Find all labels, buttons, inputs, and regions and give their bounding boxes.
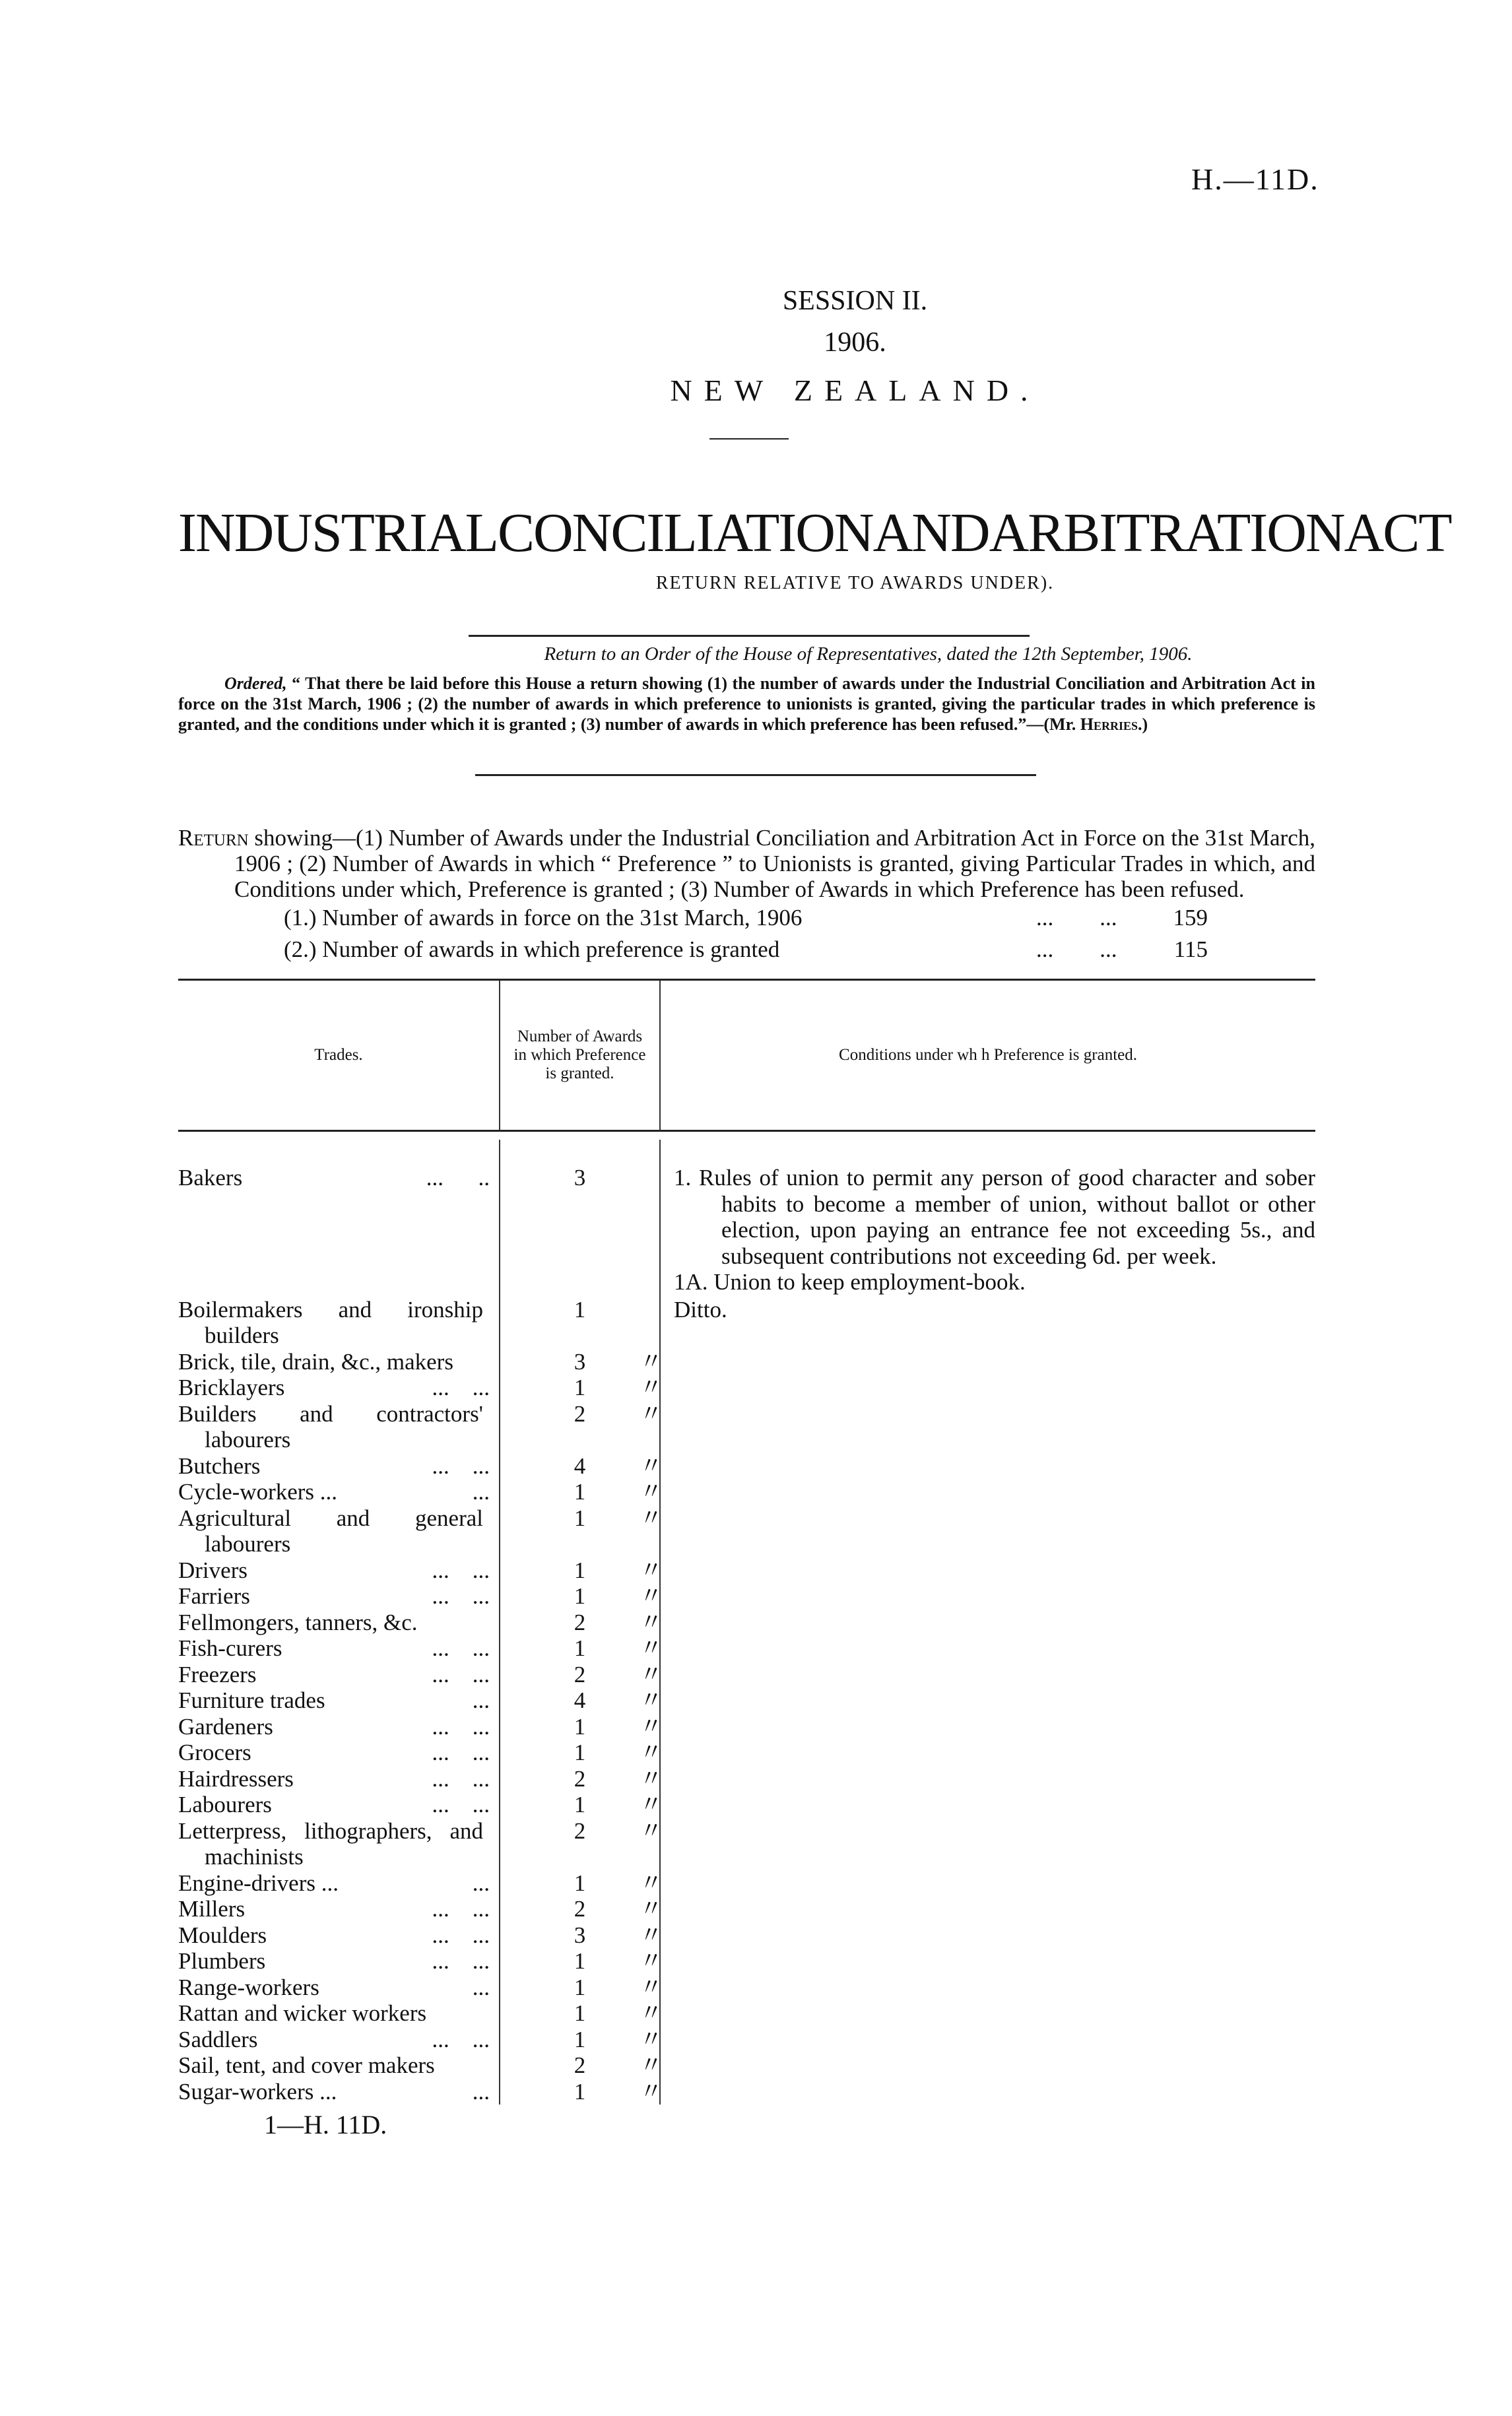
trade-cell (178, 1453, 499, 1480)
trade-leaders: ... ... (432, 1896, 490, 1922)
conditions-cell (640, 1948, 1315, 1975)
count-value: 115 (1173, 936, 1208, 962)
condition-text: 〃 (640, 1922, 663, 1948)
condition-text: 〃 (640, 1348, 663, 1375)
award-count: 2 (574, 1661, 586, 1687)
trade-cell (178, 1818, 499, 1870)
conditions-cell (640, 1453, 1315, 1480)
title-word: CONCILIATION (497, 502, 873, 564)
trade-cell (178, 1349, 499, 1375)
conditions-cell (640, 1505, 1315, 1557)
trade-leaders: ... ... (432, 1557, 490, 1583)
trade-name: Drivers (178, 1557, 247, 1583)
trade-leaders (483, 1610, 490, 1636)
table-row (178, 1818, 1315, 1870)
table-row (178, 2000, 1315, 2027)
award-count: 3 (574, 1165, 586, 1191)
condition-text: 〃 (640, 1505, 663, 1531)
trade-leaders: ... ... (432, 1375, 490, 1400)
trade-name: Freezers (178, 1661, 257, 1687)
title-word: ACT (1344, 502, 1451, 564)
table-row (178, 1401, 1315, 1453)
condition-text: 〃 (640, 1687, 663, 1713)
trade-cell (178, 1557, 499, 1584)
table-row (178, 1714, 1315, 1740)
trade-leaders: ... ... (432, 1713, 490, 1740)
ordered-paragraph (178, 673, 1315, 735)
count-value: 159 (1173, 905, 1208, 930)
conditions-cell (661, 1297, 1315, 1349)
table-row (178, 1792, 1315, 1818)
trade-name: Boilermakers and ironship builders (178, 1296, 483, 1348)
table-row (178, 1922, 1315, 1949)
title-word: ARBITRATION (989, 502, 1344, 564)
award-count: 1 (574, 1505, 586, 1531)
count-leaders: ... ... (1036, 905, 1117, 930)
trade-name: Hairdressers (178, 1765, 294, 1792)
condition-text: 〃 (640, 2026, 663, 2052)
awards-table (178, 979, 1315, 2105)
trade-leaders: ... ... (432, 1740, 490, 1765)
trade-leaders (483, 1505, 490, 1557)
conditions-cell (640, 1740, 1315, 1766)
trade-name: Engine-drivers ... (178, 1870, 339, 1896)
table-row (178, 2027, 1315, 2053)
conditions-cell (640, 1479, 1315, 1505)
condition-text: 〃 (640, 1792, 663, 1817)
conditions-cell (640, 1713, 1315, 1740)
return-order-line: Return to an Order of the House of Representatives, dated the 12th September, 1906. (544, 643, 1193, 665)
conditions-cell (640, 1765, 1315, 1792)
award-count: 3 (574, 1348, 586, 1375)
table-header (178, 979, 1315, 1132)
condition-text: 〃 (640, 2052, 663, 2078)
trade-cell (178, 1922, 499, 1949)
member-name: Herries.) (1080, 715, 1148, 734)
table-row (178, 1948, 1315, 1975)
trade-cell (178, 1792, 499, 1818)
award-count: 1 (574, 1479, 586, 1505)
condition-text: 〃 (640, 2078, 663, 2105)
trade-cell (178, 1635, 499, 1662)
condition-text: 〃 (640, 1740, 663, 1765)
table-row (178, 1740, 1315, 1766)
trade-name: Cycle-workers ... (178, 1479, 338, 1505)
trade-name: Gardeners (178, 1713, 273, 1740)
ordered-text: “ That there be laid before this House a return showing (1) the number of awards under the Industrial Conciliation and Arbitration Act in force on the 31st March, 1906 ; (2) the number of awards in which preference to unionists is granted, giving the particular trades in which preference is granted, and the conditions under which it is granted ; (3) number of awards in which preference has been refused.”—(Mr. (178, 674, 1315, 734)
award-count: 1 (574, 1948, 586, 1974)
page-signature: 1—H. 11D. (264, 2110, 387, 2139)
award-count: 1 (574, 1792, 586, 1817)
table-row (178, 1349, 1315, 1375)
table-row (178, 1635, 1315, 1662)
trade-name: Letterpress, lithographers, and machinists (178, 1817, 483, 1870)
trade-leaders (483, 2052, 490, 2079)
table-row (178, 1479, 1315, 1505)
condition-text: 〃 (640, 1974, 663, 2000)
trade-cell (178, 2000, 499, 2027)
trade-leaders: ... .. (426, 1165, 490, 1191)
condition-text: 〃 (640, 1817, 663, 1844)
trade-cell (178, 1896, 499, 1922)
trade-cell (178, 2027, 499, 2053)
award-count: 2 (574, 1400, 586, 1427)
trade-cell (178, 1401, 499, 1453)
condition-text: 〃 (640, 1375, 663, 1400)
award-count: 1 (574, 1974, 586, 2000)
document-title (178, 502, 1451, 564)
trade-name: Farriers (178, 1583, 250, 1609)
trade-cell (178, 1165, 499, 1295)
condition-text: 〃 (640, 1453, 663, 1479)
condition-text: 〃 (640, 1661, 663, 1687)
conditions-cell (640, 1974, 1315, 2001)
condition-text: Ditto. (674, 1296, 727, 1322)
award-count: 1 (574, 1870, 586, 1896)
trade-leaders: ... ... (432, 1635, 490, 1661)
count-line (284, 902, 1208, 934)
award-count: 1 (574, 2000, 586, 2026)
trade-leaders: ... ... (432, 1922, 490, 1948)
trade-leaders (483, 1297, 490, 1349)
document-reference: H.—11D. (1191, 162, 1319, 196)
table-row (178, 1687, 1315, 1714)
award-count: 1 (574, 2078, 586, 2105)
table-row (178, 1375, 1315, 1401)
table-row (178, 1583, 1315, 1610)
divider (469, 635, 1030, 637)
trade-leaders: ... (472, 1870, 490, 1896)
award-count: 2 (574, 1817, 586, 1844)
trade-leaders: ... ... (432, 1583, 490, 1609)
trade-cell (178, 1479, 499, 1505)
award-count: 2 (574, 1896, 586, 1922)
award-count: 1 (574, 1583, 586, 1609)
trade-leaders (483, 1818, 490, 1870)
table-row (178, 1505, 1315, 1557)
trade-leaders (483, 1349, 490, 1375)
trade-leaders: ... (472, 1687, 490, 1713)
trade-name: Brick, tile, drain, &c., makers (178, 1348, 453, 1375)
condition-text: 〃 (640, 1609, 663, 1635)
trade-cell (178, 1766, 499, 1792)
award-count: 1 (574, 1713, 586, 1740)
trade-name: Bricklayers (178, 1375, 285, 1400)
table-row (178, 2079, 1315, 2105)
trade-cell (178, 1297, 499, 1349)
condition-text: 〃 (640, 1635, 663, 1661)
table-row (178, 1610, 1315, 1636)
trade-name: Grocers (178, 1740, 251, 1765)
trade-cell (178, 1714, 499, 1740)
trade-name: Rattan and wicker workers (178, 2000, 427, 2026)
trade-name: Furniture trades (178, 1687, 325, 1713)
conditions-cell (640, 1348, 1315, 1375)
header-number: Number of Awards in which Preference is granted. (499, 981, 661, 1130)
country-label: NEW ZEALAND. (670, 374, 1040, 407)
table-body (178, 1132, 1315, 2105)
document-subtitle: RETURN RELATIVE TO AWARDS UNDER). (655, 573, 1055, 593)
trade-leaders (483, 1401, 490, 1453)
divider (475, 774, 1036, 776)
trade-leaders: ... ... (432, 1948, 490, 1974)
header-trades: Trades. (314, 1046, 363, 1064)
conditions-cell (640, 1557, 1315, 1584)
table-row (178, 1975, 1315, 2001)
condition-text: 〃 (640, 1948, 663, 1974)
trade-cell (178, 1948, 499, 1975)
trade-cell (178, 1375, 499, 1401)
trade-cell (178, 1687, 499, 1714)
conditions-cell (640, 1817, 1315, 1870)
award-count: 2 (574, 1765, 586, 1792)
table-row (178, 1870, 1315, 1897)
award-count: 4 (574, 1453, 586, 1479)
conditions-cell (640, 1661, 1315, 1688)
conditions-cell (640, 2000, 1315, 2027)
table-row (178, 1297, 1315, 1349)
trade-name: Sail, tent, and cover makers (178, 2052, 435, 2078)
award-count: 2 (574, 1609, 586, 1635)
conditions-cell (640, 1400, 1315, 1453)
trade-name: Agricultural and general labourers (178, 1505, 483, 1557)
trade-cell (178, 1505, 499, 1557)
title-word: AND (872, 502, 989, 564)
conditions-cell (640, 1792, 1315, 1818)
return-lead: Return (178, 825, 249, 851)
conditions-cell (640, 1922, 1315, 1949)
condition-text: 〃 (640, 1557, 663, 1583)
count-leaders: ... ... (1036, 936, 1117, 962)
table-row (178, 2052, 1315, 2079)
trade-name: Sugar-workers ... (178, 2078, 337, 2105)
trade-cell (178, 1583, 499, 1610)
trade-name: Builders and contractors' labourers (178, 1400, 483, 1453)
trade-cell (178, 1975, 499, 2001)
return-showing-paragraph (178, 825, 1315, 902)
award-count: 2 (574, 2052, 586, 2078)
condition-text: 〃 (640, 1400, 663, 1427)
table-row (178, 1766, 1315, 1792)
award-count: 4 (574, 1687, 586, 1713)
conditions-cell (640, 1687, 1315, 1714)
trade-leaders: ... (472, 2078, 490, 2105)
count-label: (1.) Number of awards in force on the 31st March, 1906 (284, 905, 803, 930)
award-count: 1 (574, 1296, 586, 1322)
condition-text: 1. Rules of union to permit any person of good character and sober habits to become a member of union, without ballot or other election, upon paying an entrance fee not exceeding 5s., and subsequent contributions not exceeding 6d. per week. (674, 1165, 1315, 1269)
divider (709, 438, 789, 440)
trade-name: Millers (178, 1896, 246, 1922)
conditions-cell (661, 1165, 1315, 1295)
award-count: 1 (574, 1635, 586, 1661)
trade-leaders: ... ... (432, 2026, 490, 2052)
table-row (178, 1896, 1315, 1922)
trade-cell (178, 1870, 499, 1897)
award-count: 3 (574, 1922, 586, 1948)
return-text: showing—(1) Number of Awards under the Industrial Conciliation and Arbitration Act in Force on the 31st March, 1906 ; (2) Number of Awards in which “ Preference ” to Unionists is granted, giving Particular Trades in which, and Conditions under which, Preference is granted ; (3) Number of Awards in which Preference has been refused. (234, 825, 1315, 902)
trade-leaders: ... ... (432, 1765, 490, 1792)
conditions-cell (640, 1896, 1315, 1922)
conditions-cell (640, 2052, 1315, 2079)
ordered-word: Ordered, (224, 674, 287, 693)
table-row (178, 1557, 1315, 1584)
trade-cell (178, 2052, 499, 2079)
table-row (178, 1165, 1315, 1295)
condition-text: 〃 (640, 1479, 663, 1505)
condition-text: 〃 (640, 1765, 663, 1792)
return-section (178, 825, 1315, 2140)
condition-text: 1A. Union to keep employment-book. (674, 1269, 1026, 1295)
trade-name: Saddlers (178, 2026, 258, 2052)
count-line (284, 934, 1208, 965)
trade-name: Fish-curers (178, 1635, 282, 1661)
condition-text: 〃 (640, 1896, 663, 1922)
table-row (178, 1662, 1315, 1688)
conditions-cell (640, 1583, 1315, 1610)
award-count: 1 (574, 1740, 586, 1765)
award-count: 1 (574, 1557, 586, 1583)
condition-text: 〃 (640, 1583, 663, 1609)
award-count: 1 (574, 1375, 586, 1400)
table-row (178, 1453, 1315, 1480)
trade-name: Labourers (178, 1792, 272, 1817)
conditions-cell (640, 1375, 1315, 1401)
conditions-cell (640, 1870, 1315, 1897)
trade-name: Fellmongers, tanners, &c. (178, 1609, 418, 1635)
trade-leaders: ... (472, 1479, 490, 1505)
trade-cell (178, 1610, 499, 1636)
count-label: (2.) Number of awards in which preference is granted (284, 936, 780, 962)
conditions-cell (640, 2026, 1315, 2053)
condition-text: 〃 (640, 1713, 663, 1740)
trade-cell (178, 2079, 499, 2105)
trade-cell (178, 1740, 499, 1766)
trade-name: Range-workers (178, 1974, 319, 2000)
conditions-cell (640, 1635, 1315, 1662)
header-conditions: Conditions under wh h Preference is granted. (839, 1046, 1137, 1064)
session-label: SESSION II. (782, 286, 928, 316)
trade-leaders: ... (472, 1974, 490, 2000)
award-count: 1 (574, 2026, 586, 2052)
title-word: INDUSTRIAL (178, 502, 498, 564)
conditions-cell (640, 2078, 1315, 2105)
trade-leaders: ... ... (432, 1453, 490, 1479)
trade-cell (178, 1662, 499, 1688)
trade-name: Moulders (178, 1922, 267, 1948)
trade-name: Bakers (178, 1165, 243, 1191)
condition-text: 〃 (640, 1870, 663, 1896)
condition-text: 〃 (640, 2000, 663, 2026)
trade-name: Butchers (178, 1453, 261, 1479)
trade-name: Plumbers (178, 1948, 266, 1974)
year-label: 1906. (824, 327, 886, 358)
conditions-cell (640, 1609, 1315, 1636)
trade-leaders: ... ... (432, 1792, 490, 1817)
trade-leaders: ... ... (432, 1661, 490, 1687)
trade-leaders (483, 2000, 490, 2027)
